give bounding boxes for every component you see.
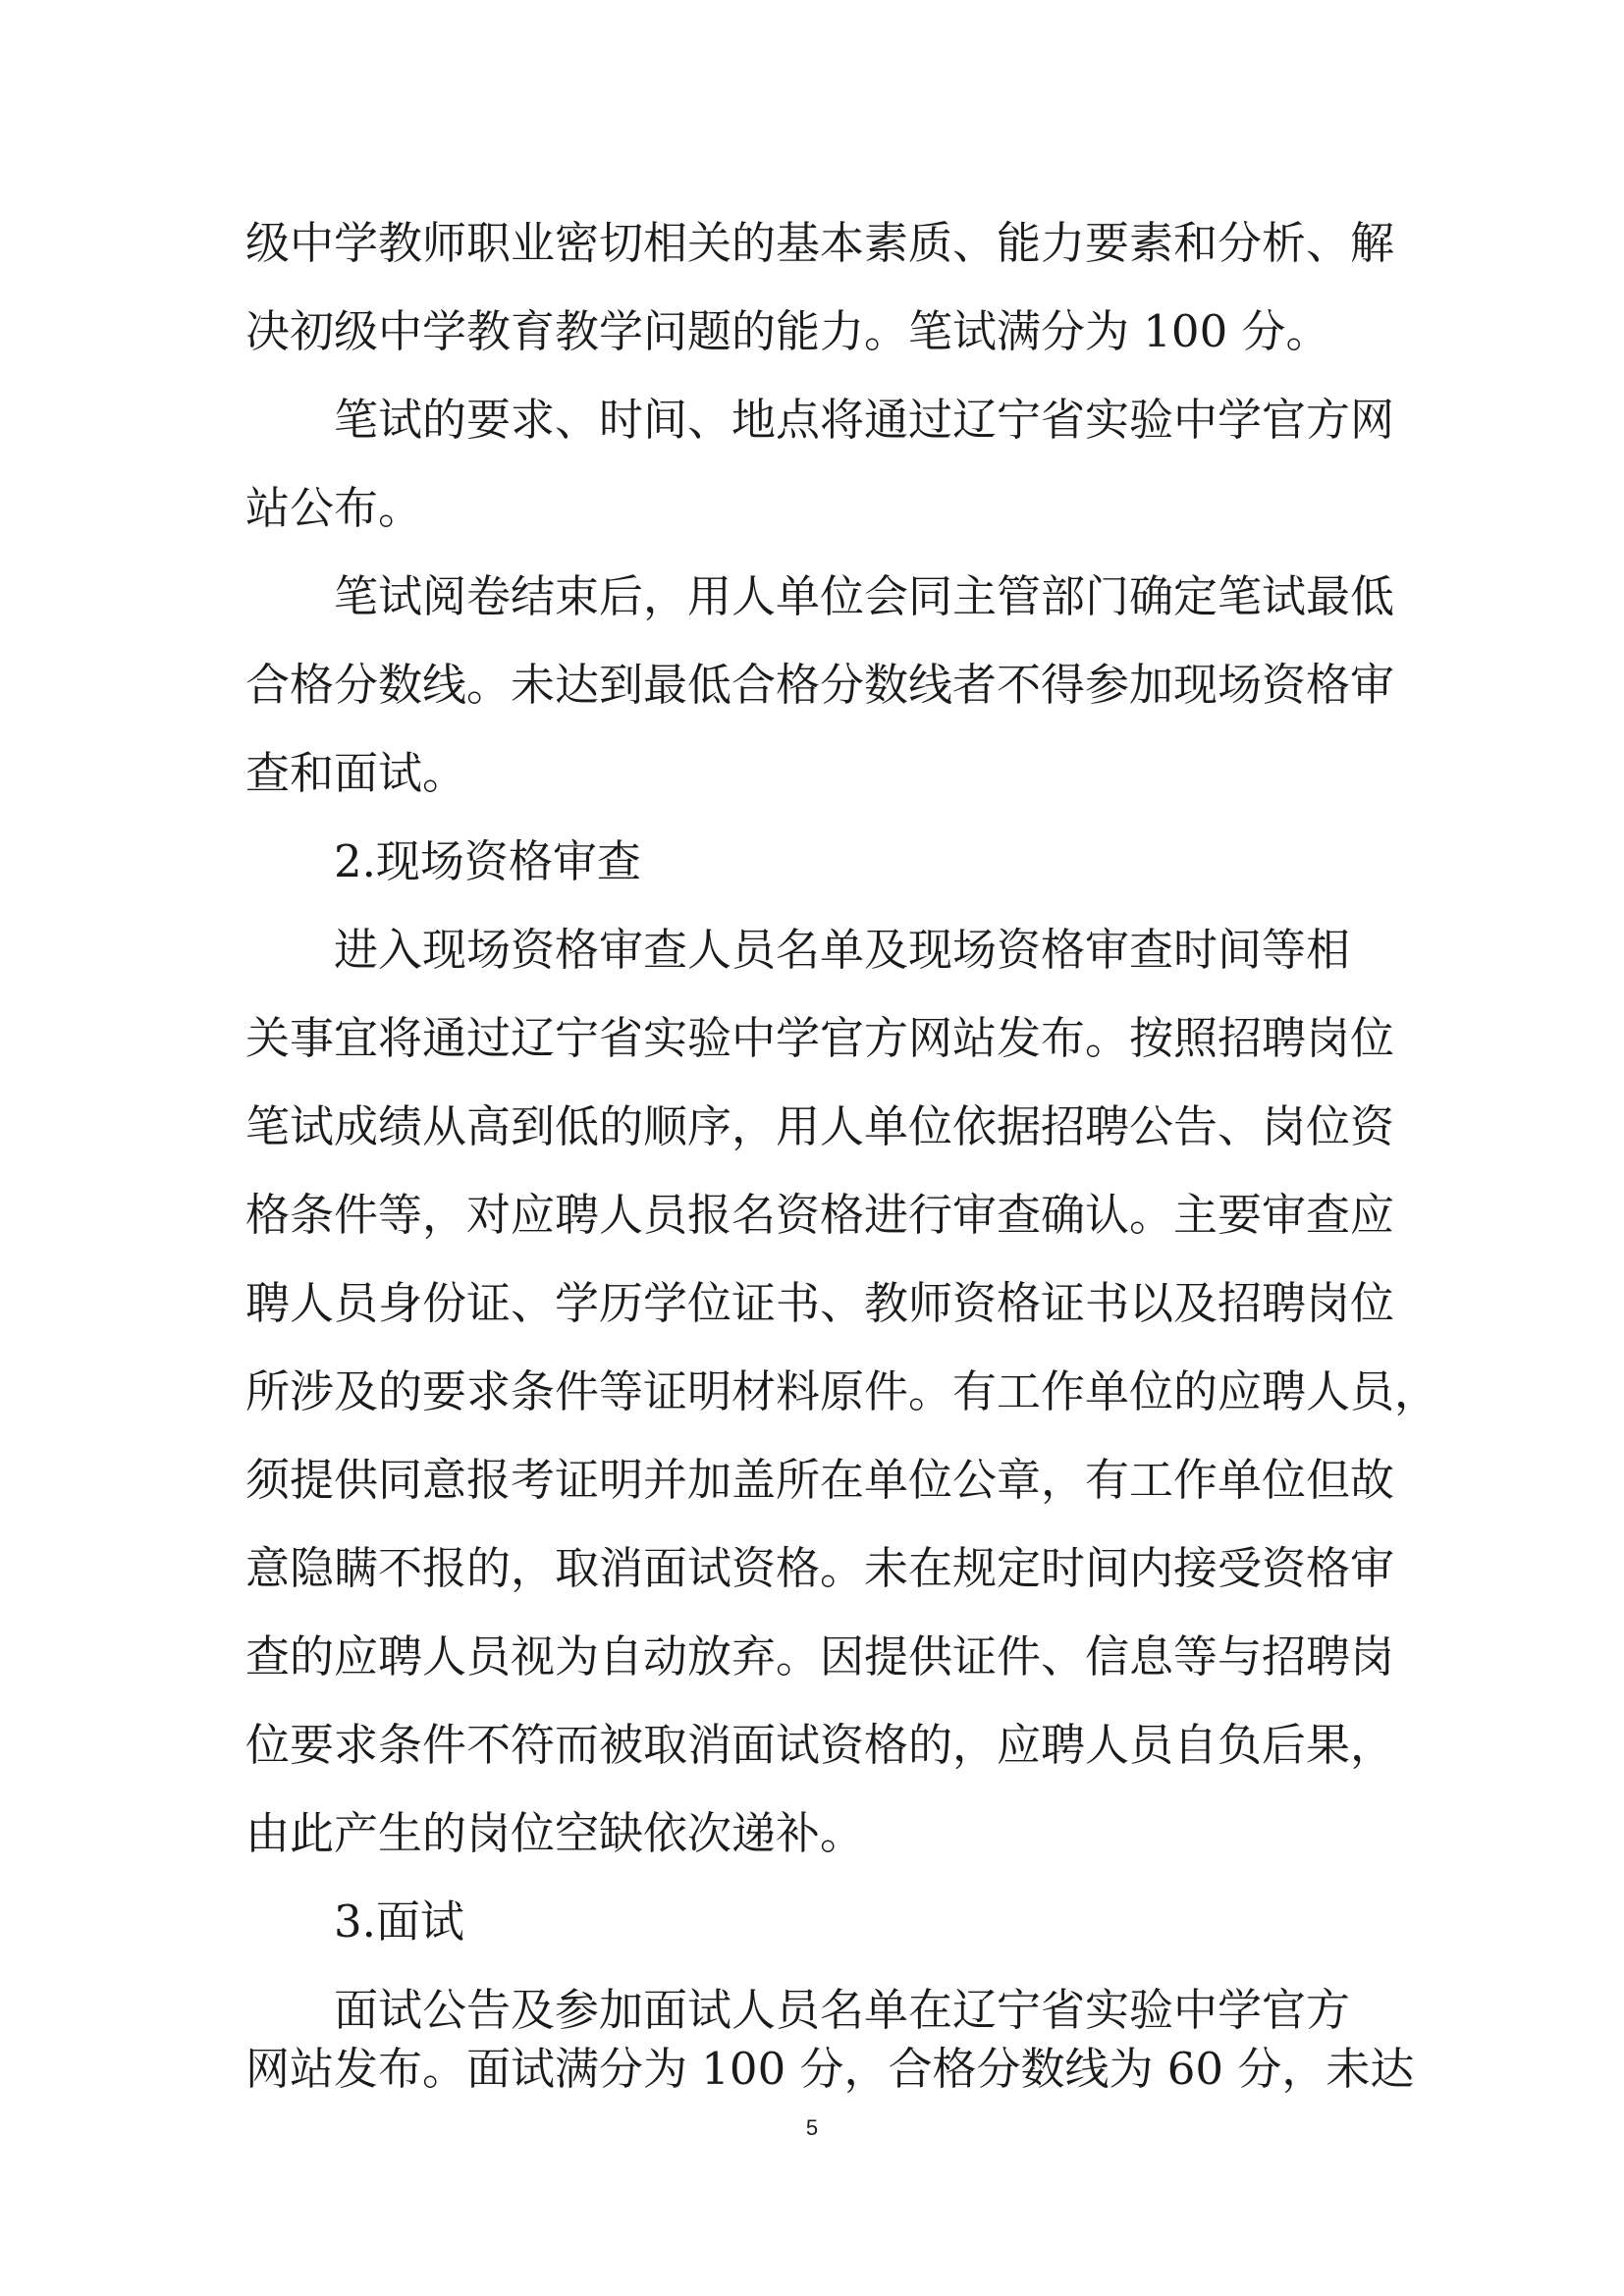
text-line: 聘人员身份证、学历学位证书、教师资格证书以及招聘岗位 [245,1277,1395,1329]
text-line: 合格分数线。未达到最低合格分数线者不得参加现场资格审 [245,659,1395,711]
text-line: 查的应聘人员视为自动放弃。因提供证件、信息等与招聘岗 [245,1630,1395,1682]
text-line: 级中学教师职业密切相关的基本素质、能力要素和分析、解 [245,217,1395,269]
text-line: 查和面试。 [245,747,467,799]
text-line: 进入现场资格审查人员名单及现场资格审查时间等相 [334,924,1351,976]
text-line: 笔试阅卷结束后，用人单位会同主管部门确定笔试最低 [334,570,1395,622]
text-line: 面试公告及参加面试人员名单在辽宁省实验中学官方 [334,1984,1351,2036]
text-line: 笔试的要求、时间、地点将通过辽宁省实验中学官方网 [334,394,1395,446]
text-line: 意隐瞒不报的，取消面试资格。未在规定时间内接受资格审 [245,1542,1395,1594]
text-line: 须提供同意报考证明并加盖所在单位公章，有工作单位但故 [245,1454,1395,1506]
text-line: 网站发布。面试满分为 100 分，合格分数线为 60 分，未达 [245,2043,1415,2095]
text-line: 决初级中学教育教学问题的能力。笔试满分为 100 分。 [245,305,1330,357]
text-line: 笔试成绩从高到低的顺序，用人单位依据招聘公告、岗位资 [245,1100,1395,1152]
section-heading: 2.现场资格审查 [334,835,641,887]
section-heading: 3.面试 [334,1896,464,1948]
text-line: 关事宜将通过辽宁省实验中学官方网站发布。按照招聘岗位 [245,1012,1395,1064]
text-line: 格条件等，对应聘人员报名资格进行审查确认。主要审查应 [245,1189,1395,1241]
page-number: 5 [805,2115,819,2140]
text-line: 由此产生的岗位空缺依次递补。 [245,1807,865,1859]
text-line: 所涉及的要求条件等证明材料原件。有工作单位的应聘人员， [245,1365,1439,1417]
text-line: 站公布。 [245,482,423,534]
text-line: 位要求条件不符而被取消面试资格的，应聘人员自负后果， [245,1719,1395,1771]
